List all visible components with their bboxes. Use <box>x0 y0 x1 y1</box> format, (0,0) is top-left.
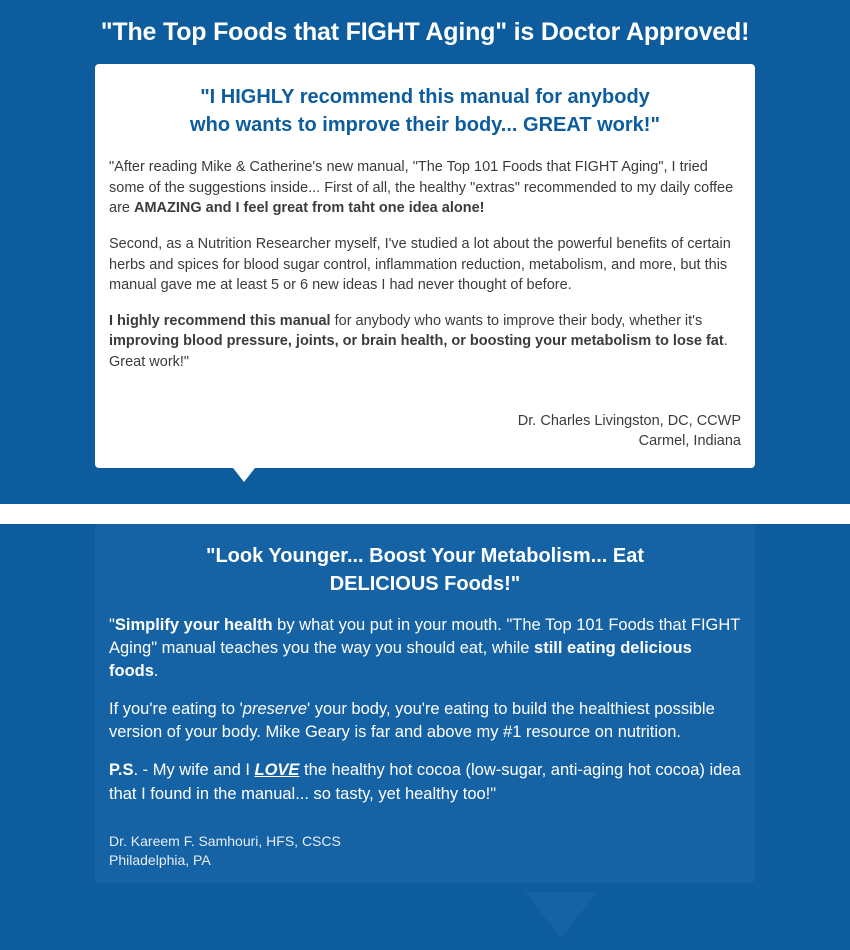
testimonial-2-p3-label: P.S <box>109 761 134 780</box>
testimonial-1-p3-emphasis-2: improving blood pressure, joints, or brain health, or boosting your metabolism to lose fat <box>109 333 724 350</box>
testimonial-1-title <box>109 84 741 139</box>
testimonial-2-paragraph-3 <box>109 759 741 805</box>
testimonial-2-title-line-2: DELICIOUS Foods!" <box>329 573 521 595</box>
testimonial-1-paragraph-1 <box>109 157 741 219</box>
testimonial-1-p3-end: . Great work!" <box>109 333 728 370</box>
speech-bubble-tail-1 <box>208 436 280 482</box>
testimonial-2-p1-end: . <box>153 662 159 681</box>
testimonial-2-p1-emphasis-2: still eating delicious foods <box>109 639 692 681</box>
testimonial-1-title-line-1: "I HIGHLY recommend this manual for anybody <box>200 86 650 108</box>
testimonial-2-p1-emphasis-1: Simplify your health <box>114 616 273 634</box>
testimonial-1-paragraph-2: Second, as a Nutrition Researcher myself, I've studied a lot about the powerful benefits of certain herbs and spices for blood sugar control, inflammation reduction, metabolism, and more, but this manual gave me at least 5 or 6 new ideas I had never thought of before. <box>109 235 731 294</box>
testimonial-1-p3-emphasis-1: I highly recommend this manual <box>109 312 331 329</box>
testimonial-2-signature-name: Dr. Kareem F. Samhouri, HFS, CSCS <box>109 832 341 849</box>
testimonial-1-paragraph-3 <box>109 311 741 373</box>
testimonial-2-p3-mid: . - My wife and I <box>133 761 255 780</box>
testimonial-2-p3-emphasis: LOVE <box>254 761 300 780</box>
testimonial-1-signature-name: Dr. Charles Livingston, DC, CCWP <box>517 413 741 430</box>
testimonial-2-title <box>109 542 741 598</box>
testimonial-2-paragraph-1 <box>109 614 741 683</box>
testimonial-2-paragraph-2 <box>109 698 741 744</box>
testimonial-1-p1-text: "After reading Mike & Catherine's new manual, "The Top 101 Foods that FIGHT Aging", I tried some of the suggestions inside... First of all, the healthy "extras" recommended to my daily coffee are <box>109 159 734 217</box>
testimonial-1-title-line-2: who wants to improve their body... GREAT work!" <box>190 113 660 136</box>
testimonial-2-title-line-1: "Look Younger... Boost Your Metabolism... Eat <box>205 545 645 567</box>
testimonial-1-p3-mid: for anybody who wants to improve their body, whether it's <box>330 312 703 329</box>
testimonial-2-p2-italic: preserve <box>242 700 307 719</box>
testimonial-card-1 <box>95 64 755 468</box>
testimonial-2-p1-open: " <box>109 616 115 634</box>
speech-bubble-tail-2 <box>525 892 597 938</box>
testimonial-2-p2-end: ' your body, you're eating to build the healthiest possible version of your body. Mike Geary is far and above my #1 resource on nutrition. <box>109 700 715 742</box>
testimonial-1-signature-location: Carmel, Indiana <box>638 432 741 449</box>
testimonial-2-p2-start: If you're eating to ' <box>109 700 243 719</box>
testimonial-1-p1-emphasis: AMAZING and I feel great from taht one idea alone! <box>134 200 485 217</box>
testimonial-2-p1-mid: by what you put in your mouth. "The Top 101 Foods that FIGHT Aging" manual teaches you the way you should eat, while <box>109 616 741 658</box>
testimonial-2-signature-location: Philadelphia, PA <box>109 851 211 868</box>
testimonial-2-signature <box>109 832 741 870</box>
testimonial-card-2 <box>95 524 755 883</box>
testimonial-2-p3-end: the healthy hot cocoa (low-sugar, anti-aging hot cocoa) idea that I found in the manual... so tasty, yet healthy too!" <box>109 761 741 803</box>
testimonial-1-signature <box>109 412 741 451</box>
section-divider <box>0 504 850 524</box>
page-title: "The Top Foods that FIGHT Aging" is Doctor Approved! <box>100 18 750 46</box>
